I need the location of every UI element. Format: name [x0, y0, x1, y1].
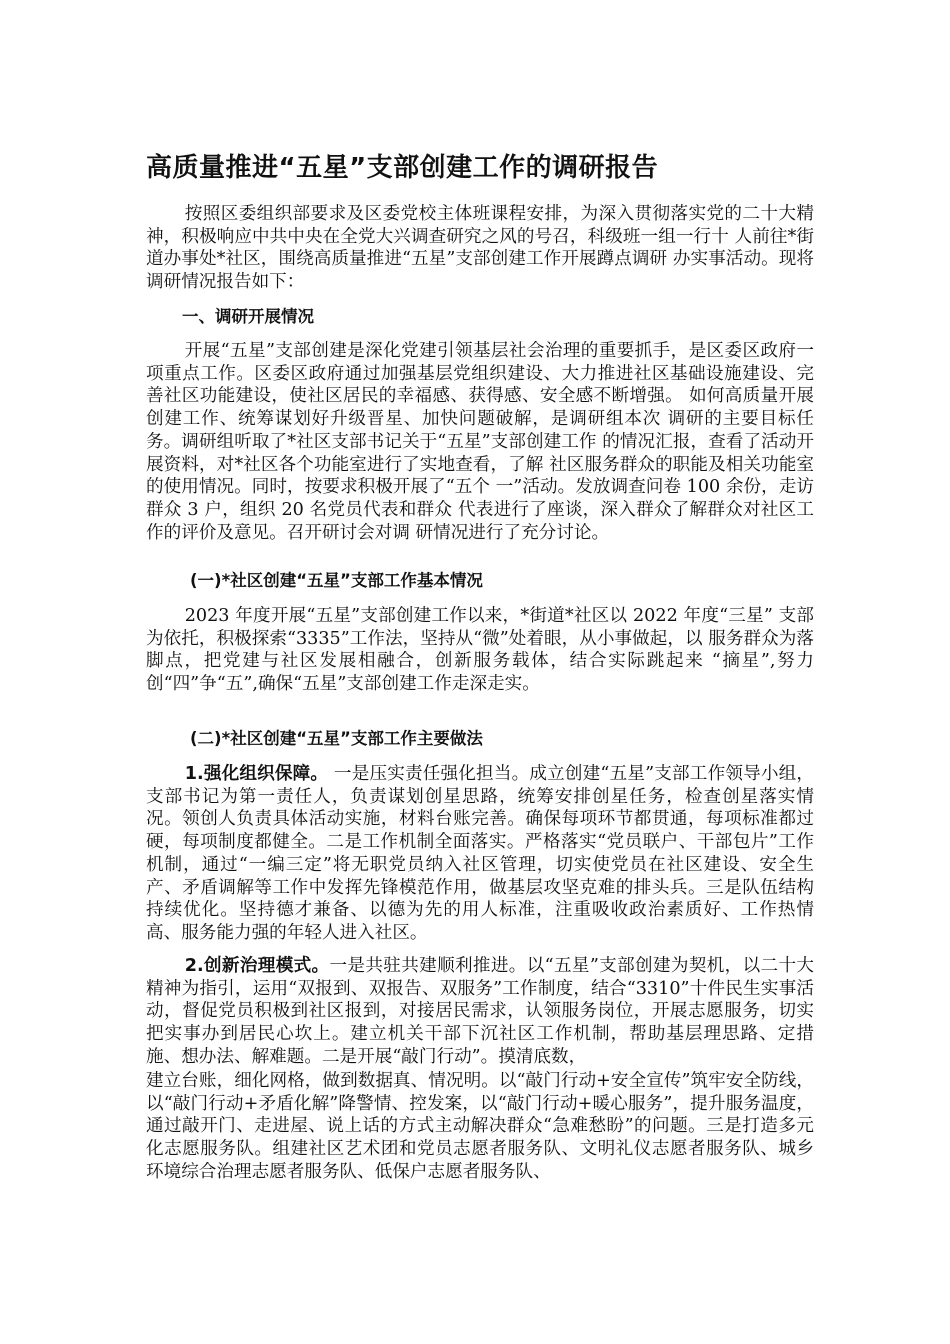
subsection-heading: (一)*社区创建“五星”支部工作基本情况: [190, 571, 483, 590]
point-paragraph: [146, 955, 814, 1069]
section-heading: 一、调研开展情况: [182, 307, 314, 326]
point-2-continued-block: [146, 1070, 814, 1184]
intro-paragraph: 按照区委组织部要求及区委党校主体班课程安排，为深入贯彻落实党的二十大精神，积极响应中共中央在全党大兴调查研究之风的号召，科级班一组一行十 人前往*街道办事处*社区，围绕高质量推进“五星”支部创建工作开展蹲点调研 办实事活动。现将调研情况报告如下：: [146, 204, 814, 293]
subsection-paragraph: 2023 年度开展“五星”支部创建工作以来，*街道*社区以 2022 年度“三星” 支部为依托，积极探索“3335”工作法，坚持从“微”处着眼，从小事做起，以 服务群众为落脚点，把党建与社区发展相融合，创新服务载体，结合实际跳起来 “摘星”,努力创“四”争“五”,确保“五星”支部创建工作走深走实。: [146, 606, 814, 695]
point-2-block: [146, 955, 814, 1069]
section-1-block: [146, 340, 814, 544]
subsection-heading: (二)*社区创建“五星”支部工作主要做法: [190, 729, 483, 748]
point-paragraph: [146, 763, 814, 945]
point-1-block: [146, 763, 814, 945]
subsection-1-heading-block: [146, 570, 814, 592]
subsection-1-block: [146, 605, 814, 696]
continued-paragraph: 建立台账，细化网格，做到数据真、情况明。以“敲门行动+安全宣传”筑牢安全防线，以“敲门行动+矛盾化解”降警情、控发案，以“敲门行动+暖心服务”，提升服务温度，通过敲开门、走进屋、说上话的方式主动解决群众“急难愁盼”的问题。三是打造多元化志愿服务队。组建社区艺术团和党员志愿者服务队、文明礼仪志愿者服务队、城乡环境综合治理志愿者服务队、低保户志愿者服务队、: [146, 1071, 814, 1182]
point-text: 一是压实责任强化担当。成立创建“五星”支部工作领导小组，支部书记为第一责任人，负责谋划创星思路，统筹安排创星任务，检查创星落实情况。领创人负责具体活动实施，材料台账完善。确保每项环节都贯通，每项标准都过硬，每项制度都健全。二是工作机制全面落实。严格落实“党员联户、干部包片”工作机制，通过“一编三定”将无职党员纳入社区管理，切实使党员在社区建设、安全生产、矛盾调解等工作中发挥先锋模范作用，做基层攻坚克难的排头兵。三是队伍结构持续优化。坚持德才兼备、以德为先的用人标准，注重吸收政治素质好、工作热情高、服务能力强的年轻人进入社区。: [146, 764, 814, 943]
section-paragraph: 开展“五星”支部创建是深化党建引领基层社会治理的重要抓手，是区委区政府一项重点工作。区委区政府通过加强基层党组织建设、大力推进社区基础设施建设、完善社区功能建设，使社区居民的幸福感、获得感、安全感不断增强。 如何高质量开展创建工作、统筹谋划好升级晋星、加快问题破解，是调研组本次 调研的主要目标任务。调研组听取了*社区支部书记关于“五星”支部创建工作 的情况汇报，查看了活动开展资料，对*社区各个功能室进行了实地查看，了解 社区服务群众的职能及相关功能室的使用情况。同时，按要求积极开展了“五个 一”活动。发放调查问卷 100 余份，走访群众 3 户，组织 20 名党员代表和群众 代表进行了座谈，深入群众了解群众对社区工作的评价及意见。召开研讨会对调 研情况进行了充分讨论。: [146, 341, 814, 543]
point-lead: 1.强化组织保障。: [184, 764, 329, 784]
point-lead: 2.创新治理模式。: [184, 956, 330, 976]
point-text: 一是共驻共建顺利推进。以“五星”支部创建为契机，以二十大精神为指引，运用“双报到、双报告、双服务”工作制度，结合“3310”十件民生实事活动，督促党员积极到社区报到，对接居民需求，认领服务岗位，开展志愿服务，切实把实事办到居民心坎上。建立机关干部下沉社区工作机制，帮助基层理思路、定措施、想办法、解难题。二是开展“敲门行动”。摸清底数，: [146, 956, 814, 1067]
page-title: 高质量推进“五星”支部创建工作的调研报告: [146, 153, 659, 183]
subsection-2-heading-block: [146, 728, 814, 750]
intro-block: [146, 203, 814, 294]
section-1-heading-block: [146, 306, 814, 328]
